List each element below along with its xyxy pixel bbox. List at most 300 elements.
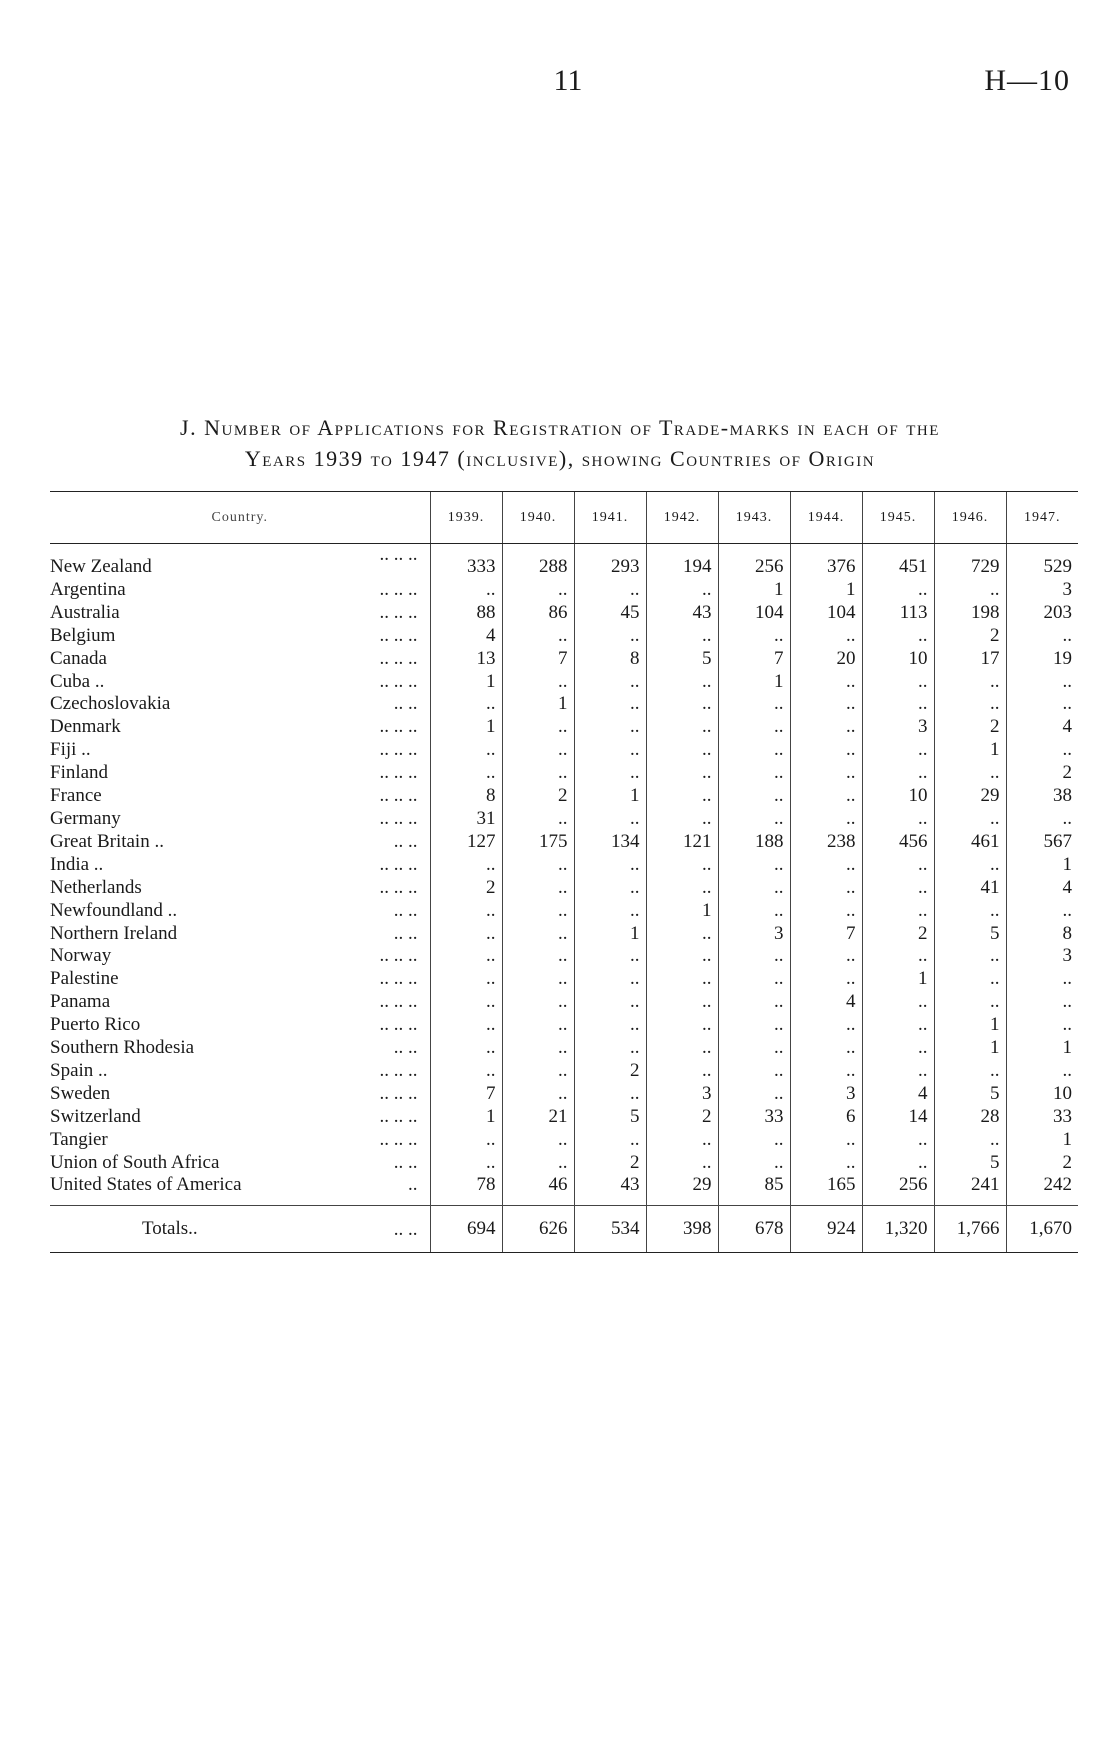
value-cell: 2: [1006, 1152, 1078, 1175]
value-cell: 1: [934, 739, 1006, 762]
value-cell: ..: [574, 716, 646, 739]
country-name: Newfoundland ..: [50, 899, 178, 921]
value-cell: 3: [1006, 579, 1078, 602]
trade-marks-table: [50, 491, 1078, 1253]
value-cell: 121: [646, 831, 718, 854]
table-row: [50, 1106, 1078, 1129]
value-cell: ..: [862, 1037, 934, 1060]
value-cell: ..: [790, 762, 862, 785]
value-cell: ..: [790, 808, 862, 831]
value-cell: 3: [1006, 945, 1078, 968]
value-cell: ..: [1006, 671, 1078, 694]
value-cell: 1: [934, 1037, 1006, 1060]
value-cell: 5: [934, 1083, 1006, 1106]
value-cell: ..: [718, 854, 790, 877]
value-cell: 1: [790, 579, 862, 602]
leader-dots: .. ..: [393, 1151, 418, 1173]
table-header: [50, 492, 1078, 544]
value-cell: ..: [862, 1060, 934, 1083]
value-cell: 43: [574, 1174, 646, 1205]
table-row: [50, 693, 1078, 716]
value-cell: ..: [502, 762, 574, 785]
country-cell: [50, 1152, 430, 1175]
value-cell: ..: [1006, 991, 1078, 1014]
value-cell: ..: [934, 579, 1006, 602]
leader-dots: .. ..: [393, 1037, 418, 1059]
value-cell: ..: [862, 877, 934, 900]
value-cell: ..: [646, 808, 718, 831]
country-cell: [50, 923, 430, 946]
value-cell: ..: [862, 808, 934, 831]
value-cell: ..: [862, 762, 934, 785]
country-cell: [50, 602, 430, 625]
table-row: [50, 1152, 1078, 1175]
country-cell: [50, 1060, 430, 1083]
value-cell: ..: [718, 808, 790, 831]
value-cell: 5: [646, 648, 718, 671]
value-cell: ..: [574, 854, 646, 877]
table-row: [50, 923, 1078, 946]
leader-dots: .. .. ..: [379, 544, 418, 565]
value-cell: ..: [1006, 1014, 1078, 1037]
value-cell: ..: [430, 1060, 502, 1083]
value-cell: 461: [934, 831, 1006, 854]
value-cell: 1: [1006, 1129, 1078, 1152]
totals-label: Totals..: [142, 1218, 198, 1240]
value-cell: ..: [574, 625, 646, 648]
value-cell: ..: [718, 945, 790, 968]
country-cell: [50, 877, 430, 900]
leader-dots: .. ..: [393, 830, 418, 852]
value-cell: ..: [718, 877, 790, 900]
value-cell: ..: [934, 671, 1006, 694]
value-cell: ..: [1006, 808, 1078, 831]
value-cell: ..: [574, 968, 646, 991]
country-column-header: Country.: [50, 492, 430, 544]
value-cell: ..: [430, 1037, 502, 1060]
value-cell: ..: [430, 579, 502, 602]
leader-dots: .. .. ..: [379, 968, 418, 990]
value-cell: 86: [502, 602, 574, 625]
value-cell: ..: [574, 991, 646, 1014]
value-cell: 333: [430, 544, 502, 579]
value-cell: ..: [574, 671, 646, 694]
value-cell: 4: [430, 625, 502, 648]
value-cell: ..: [502, 808, 574, 831]
value-cell: ..: [502, 945, 574, 968]
value-cell: ..: [1006, 1060, 1078, 1083]
value-cell: ..: [862, 900, 934, 923]
year-column-header: 1939.: [430, 492, 502, 544]
value-cell: ..: [1006, 693, 1078, 716]
year-column-header: 1947.: [1006, 492, 1078, 544]
value-cell: 4: [1006, 716, 1078, 739]
leader-dots: .. .. ..: [379, 945, 418, 967]
table-row: [50, 831, 1078, 854]
value-cell: 38: [1006, 785, 1078, 808]
value-cell: ..: [718, 1152, 790, 1175]
table-row: [50, 808, 1078, 831]
value-cell: 1: [862, 968, 934, 991]
value-cell: 3: [718, 923, 790, 946]
value-cell: ..: [430, 739, 502, 762]
value-cell: ..: [502, 739, 574, 762]
value-cell: ..: [430, 945, 502, 968]
value-cell: 46: [502, 1174, 574, 1205]
value-cell: 2: [646, 1106, 718, 1129]
value-cell: 2: [1006, 762, 1078, 785]
value-cell: ..: [718, 693, 790, 716]
value-cell: ..: [430, 968, 502, 991]
value-cell: ..: [574, 1083, 646, 1106]
year-column-header: 1941.: [574, 492, 646, 544]
table-row: [50, 762, 1078, 785]
value-cell: ..: [430, 991, 502, 1014]
value-cell: ..: [574, 1014, 646, 1037]
leader-dots: .. .. ..: [379, 1128, 418, 1150]
country-name: Union of South Africa: [50, 1151, 220, 1173]
value-cell: ..: [862, 854, 934, 877]
value-cell: ..: [1006, 625, 1078, 648]
year-column-header: 1940.: [502, 492, 574, 544]
value-cell: 451: [862, 544, 934, 579]
value-cell: ..: [502, 968, 574, 991]
country-name: Belgium: [50, 624, 116, 646]
leader-dots: .. ..: [393, 899, 418, 921]
value-cell: 113: [862, 602, 934, 625]
value-cell: 3: [790, 1083, 862, 1106]
value-cell: ..: [718, 1037, 790, 1060]
country-cell: [50, 991, 430, 1014]
value-cell: ..: [646, 854, 718, 877]
leader-dots: .. ..: [393, 922, 418, 944]
leader-dots: .. .. ..: [379, 1082, 418, 1104]
value-cell: ..: [646, 1014, 718, 1037]
value-cell: ..: [790, 854, 862, 877]
table-title: [40, 412, 1080, 474]
value-cell: ..: [646, 923, 718, 946]
value-cell: ..: [718, 1129, 790, 1152]
value-cell: ..: [718, 1060, 790, 1083]
country-cell: [50, 1129, 430, 1152]
leader-dots: .. .. ..: [379, 1014, 418, 1036]
country-cell: [50, 544, 430, 579]
value-cell: ..: [790, 968, 862, 991]
value-cell: 529: [1006, 544, 1078, 579]
leader-dots: .. ..: [393, 693, 418, 715]
value-cell: 8: [1006, 923, 1078, 946]
value-cell: 33: [1006, 1106, 1078, 1129]
value-cell: ..: [790, 739, 862, 762]
value-cell: ..: [718, 716, 790, 739]
value-cell: ..: [1006, 739, 1078, 762]
total-value-cell: 626: [502, 1206, 574, 1253]
value-cell: 241: [934, 1174, 1006, 1205]
value-cell: 1: [430, 716, 502, 739]
country-cell: [50, 831, 430, 854]
value-cell: ..: [430, 1152, 502, 1175]
table-row: [50, 945, 1078, 968]
leader-dots: .. .. ..: [379, 785, 418, 807]
country-cell: [50, 693, 430, 716]
leader-dots: .. .. ..: [379, 670, 418, 692]
value-cell: ..: [790, 1129, 862, 1152]
table-row: [50, 991, 1078, 1014]
value-cell: 85: [718, 1174, 790, 1205]
value-cell: ..: [574, 877, 646, 900]
value-cell: ..: [502, 1152, 574, 1175]
value-cell: 2: [862, 923, 934, 946]
value-cell: ..: [862, 739, 934, 762]
totals-row: [50, 1206, 1078, 1253]
totals-label-cell: [50, 1206, 430, 1253]
country-name: Norway: [50, 945, 112, 967]
country-name: Canada: [50, 647, 107, 669]
country-cell: [50, 900, 430, 923]
value-cell: ..: [862, 1129, 934, 1152]
value-cell: ..: [718, 1014, 790, 1037]
table-row: [50, 785, 1078, 808]
value-cell: 188: [718, 831, 790, 854]
value-cell: 2: [574, 1152, 646, 1175]
total-value-cell: 694: [430, 1206, 502, 1253]
value-cell: ..: [790, 1037, 862, 1060]
value-cell: ..: [646, 762, 718, 785]
leader-dots: .. .. ..: [379, 716, 418, 738]
value-cell: ..: [430, 762, 502, 785]
value-cell: 2: [934, 625, 1006, 648]
country-name: Sweden: [50, 1082, 111, 1104]
country-name: India ..: [50, 853, 104, 875]
country-name: Finland: [50, 762, 109, 784]
value-cell: ..: [502, 1129, 574, 1152]
value-cell: 21: [502, 1106, 574, 1129]
title-line-2: Years 1939 to 1947 (inclusive), showing Countries of Origin: [244, 446, 876, 471]
table-row: [50, 671, 1078, 694]
table-row: [50, 877, 1078, 900]
value-cell: ..: [718, 1083, 790, 1106]
value-cell: ..: [502, 671, 574, 694]
value-cell: 43: [646, 602, 718, 625]
value-cell: ..: [502, 877, 574, 900]
value-cell: 29: [934, 785, 1006, 808]
leader-dots: .. .. ..: [379, 991, 418, 1013]
value-cell: 198: [934, 602, 1006, 625]
value-cell: ..: [574, 945, 646, 968]
value-cell: ..: [718, 900, 790, 923]
total-value-cell: 1,766: [934, 1206, 1006, 1253]
value-cell: 1: [646, 900, 718, 923]
value-cell: ..: [934, 968, 1006, 991]
table-row: [50, 1129, 1078, 1152]
value-cell: ..: [934, 1060, 1006, 1083]
country-name: Czechoslovakia: [50, 693, 171, 715]
total-value-cell: 924: [790, 1206, 862, 1253]
country-cell: [50, 739, 430, 762]
value-cell: 5: [934, 923, 1006, 946]
value-cell: 5: [934, 1152, 1006, 1175]
country-name: Switzerland: [50, 1105, 141, 1127]
value-cell: ..: [862, 625, 934, 648]
header-row: [50, 492, 1078, 544]
value-cell: 2: [574, 1060, 646, 1083]
value-cell: ..: [646, 1060, 718, 1083]
value-cell: 104: [718, 602, 790, 625]
leader-dots: .. .. ..: [379, 578, 418, 600]
value-cell: ..: [790, 945, 862, 968]
value-cell: 19: [1006, 648, 1078, 671]
value-cell: ..: [502, 579, 574, 602]
value-cell: ..: [430, 900, 502, 923]
value-cell: ..: [646, 1152, 718, 1175]
country-name: United States of America: [50, 1174, 242, 1196]
value-cell: ..: [574, 808, 646, 831]
value-cell: 17: [934, 648, 1006, 671]
value-cell: ..: [646, 785, 718, 808]
value-cell: ..: [574, 762, 646, 785]
country-cell: [50, 648, 430, 671]
year-column-header: 1946.: [934, 492, 1006, 544]
table-row: [50, 1014, 1078, 1037]
value-cell: 4: [790, 991, 862, 1014]
value-cell: ..: [502, 1083, 574, 1106]
value-cell: 41: [934, 877, 1006, 900]
value-cell: ..: [790, 1060, 862, 1083]
value-cell: ..: [862, 991, 934, 1014]
country-name: France: [50, 785, 102, 807]
value-cell: ..: [646, 739, 718, 762]
total-value-cell: 1,320: [862, 1206, 934, 1253]
value-cell: ..: [646, 1037, 718, 1060]
value-cell: ..: [430, 1129, 502, 1152]
value-cell: 10: [1006, 1083, 1078, 1106]
value-cell: ..: [862, 693, 934, 716]
country-name: Panama: [50, 991, 111, 1013]
total-value-cell: 398: [646, 1206, 718, 1253]
country-name: Spain ..: [50, 1059, 108, 1081]
country-name: Germany: [50, 807, 121, 829]
leader-dots: .. .. ..: [379, 739, 418, 761]
total-value-cell: 534: [574, 1206, 646, 1253]
value-cell: ..: [502, 1037, 574, 1060]
value-cell: ..: [646, 693, 718, 716]
value-cell: 1: [574, 923, 646, 946]
value-cell: 33: [718, 1106, 790, 1129]
value-cell: ..: [574, 1129, 646, 1152]
value-cell: 6: [790, 1106, 862, 1129]
value-cell: ..: [1006, 900, 1078, 923]
value-cell: 293: [574, 544, 646, 579]
document-reference: H—10: [984, 64, 1070, 97]
value-cell: 3: [862, 716, 934, 739]
value-cell: 7: [502, 648, 574, 671]
country-name: Northern Ireland: [50, 922, 178, 944]
leader-dots: .. .. ..: [379, 762, 418, 784]
value-cell: 1: [574, 785, 646, 808]
value-cell: 456: [862, 831, 934, 854]
table-row: [50, 854, 1078, 877]
table-body: [50, 544, 1078, 1206]
value-cell: 288: [502, 544, 574, 579]
value-cell: 2: [430, 877, 502, 900]
value-cell: 1: [430, 671, 502, 694]
leader-dots: .. .. ..: [379, 624, 418, 646]
value-cell: ..: [790, 671, 862, 694]
leader-dots: .. .. ..: [379, 807, 418, 829]
value-cell: 7: [430, 1083, 502, 1106]
table-row: [50, 1083, 1078, 1106]
year-column-header: 1943.: [718, 492, 790, 544]
value-cell: ..: [646, 877, 718, 900]
value-cell: 194: [646, 544, 718, 579]
table-row: [50, 648, 1078, 671]
table-row: [50, 900, 1078, 923]
year-column-header: 1945.: [862, 492, 934, 544]
value-cell: 567: [1006, 831, 1078, 854]
value-cell: ..: [718, 785, 790, 808]
value-cell: ..: [502, 991, 574, 1014]
value-cell: ..: [646, 671, 718, 694]
value-cell: 256: [862, 1174, 934, 1205]
country-cell: [50, 785, 430, 808]
value-cell: 1: [1006, 854, 1078, 877]
value-cell: ..: [718, 625, 790, 648]
value-cell: ..: [502, 625, 574, 648]
value-cell: ..: [646, 945, 718, 968]
value-cell: 1: [430, 1106, 502, 1129]
value-cell: ..: [934, 945, 1006, 968]
table-row: [50, 739, 1078, 762]
leader-dots: .. .. ..: [379, 876, 418, 898]
table-row: [50, 1174, 1078, 1205]
year-column-header: 1944.: [790, 492, 862, 544]
country-cell: [50, 1083, 430, 1106]
value-cell: ..: [646, 716, 718, 739]
leader-dots: .. .. ..: [379, 601, 418, 623]
value-cell: 4: [862, 1083, 934, 1106]
value-cell: ..: [934, 900, 1006, 923]
year-column-header: 1942.: [646, 492, 718, 544]
leader-dots: .. .. ..: [379, 853, 418, 875]
value-cell: ..: [790, 625, 862, 648]
value-cell: ..: [862, 945, 934, 968]
value-cell: 1: [502, 693, 574, 716]
country-name: Australia: [50, 601, 120, 623]
country-cell: [50, 1174, 430, 1205]
value-cell: ..: [574, 900, 646, 923]
table-row: [50, 1060, 1078, 1083]
value-cell: ..: [430, 923, 502, 946]
country-name: Argentina: [50, 578, 126, 600]
value-cell: ..: [502, 1014, 574, 1037]
leader-dots: .. .. ..: [379, 647, 418, 669]
value-cell: 165: [790, 1174, 862, 1205]
country-cell: [50, 762, 430, 785]
value-cell: 729: [934, 544, 1006, 579]
page-number: 11: [553, 64, 583, 97]
value-cell: ..: [934, 991, 1006, 1014]
table-row: [50, 602, 1078, 625]
country-cell: [50, 968, 430, 991]
value-cell: 242: [1006, 1174, 1078, 1205]
value-cell: 127: [430, 831, 502, 854]
country-cell: [50, 945, 430, 968]
value-cell: ..: [790, 716, 862, 739]
value-cell: 8: [574, 648, 646, 671]
country-name: Tangier: [50, 1128, 108, 1150]
leader-dots: ..: [408, 1174, 418, 1196]
value-cell: ..: [790, 693, 862, 716]
